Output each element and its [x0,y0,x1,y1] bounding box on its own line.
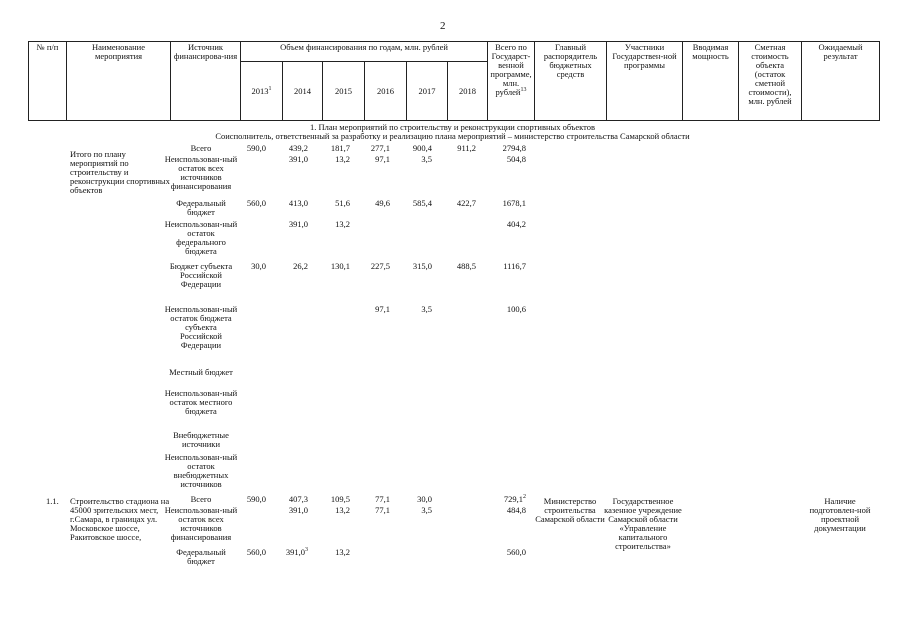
year-value-cell: 560,0 [246,198,266,208]
year-value-cell: 911,2 [457,143,476,153]
funding-source-label: Неиспользован-ный остаток всех источников финансирования [164,154,238,191]
page-number: 2 [440,20,446,32]
funding-source-label: Неиспользован-ный остаток внебюджетных источников [164,452,238,489]
funding-source-label: Бюджет субъекта Российской Федерации [169,261,233,289]
funding-source-label: Внебюджетные источники [173,430,229,449]
year-value-cell: 13,2 [335,154,350,164]
total-value-cell: 100,6 [506,304,526,314]
year-value-cell: 590,0 [246,494,266,504]
funding-source-label: Неиспользован-ный остаток всех источников финансирования [164,505,238,542]
header-year: 2013$^1$ [241,62,283,121]
year-value-cell: 109,5 [330,494,350,504]
year-value-cell: 3,5 [421,154,432,164]
item-number: 1.1. [46,496,59,506]
funding-source-label: Неиспользован-ный остаток местного бюджета [164,388,238,416]
item-result: Наличие подготовлен-ной проектной документации [809,496,871,533]
total-value-cell: 2794,8 [502,143,526,153]
header-result: Ожидаемый результат [802,42,880,121]
total-value-cell: 1116,7 [503,261,526,271]
funding-source-label: Федеральный бюджет [176,547,226,566]
header-year: 2014 [283,62,323,121]
item-name: Строительство стадиона на 45000 зрительских мест, г.Самара, в границах ул. Московское шоссе, Ракитовское шоссе, [70,496,170,542]
funding-source-label: Всего [190,143,212,153]
header-manager: Главный распорядитель бюджетных средств [535,42,607,121]
year-value-cell: 227,5 [370,261,390,271]
summary-label: Итого по плану мероприятий по строительству и реконструкции спортивных объектов [70,149,170,195]
year-value-cell: 181,7 [330,143,350,153]
total-value-cell: 1678,1 [502,198,526,208]
year-value-cell: 413,0 [288,198,308,208]
year-value-cell: 77,1 [375,494,390,504]
year-value-cell: 26,2 [293,261,308,271]
header-total: Всего по Государст-венной программе, млн. рублей$^{13}$ [488,42,535,121]
table-header [28,41,880,121]
year-value-cell: 3,5 [421,505,432,515]
year-value-cell: 900,4 [412,143,432,153]
total-value-cell: 560,0 [506,547,526,557]
item-participants: Государственное казенное учреждение Самарской области «Управление капитального строительства» [604,496,682,551]
year-value-cell: 391,0$^3$ [285,547,308,557]
total-value-cell: 729,1$^2$ [503,494,526,504]
header-source: Источник финансирова-ния [171,42,241,121]
year-value-cell: 97,1 [375,154,390,164]
year-value-cell: 30,0 [417,494,432,504]
funding-source-label: Федеральный бюджет [176,198,226,217]
year-value-cell: 97,1 [375,304,390,314]
year-value-cell: 439,2 [288,143,308,153]
year-value-cell: 13,2 [335,219,350,229]
header-year: 2015 [323,62,365,121]
total-value-cell: 404,2 [506,219,526,229]
section-subtitle: Соисполнитель, ответственный за разработку и реализацию плана мероприятий – министерство строительства Самарской области [215,131,690,141]
header-participants: Участники Государствен-ной программы [607,42,683,121]
funding-source-label: Неиспользован-ный остаток бюджета субъекта Российской Федерации [164,304,238,350]
year-value-cell: 585,4 [412,198,432,208]
year-value-cell: 77,1 [375,505,390,515]
total-value-cell: 504,8 [506,154,526,164]
header-year: 2017 [407,62,448,121]
year-value-cell: 13,2 [335,547,350,557]
item-manager: Министерство строительства Самарской области [535,496,605,524]
year-value-cell: 277,1 [370,143,390,153]
year-value-cell: 560,0 [246,547,266,557]
header-name: Наименование мероприятия [67,42,171,121]
year-value-cell: 13,2 [335,505,350,515]
funding-source-label: Местный бюджет [169,367,233,377]
year-value-cell: 49,6 [375,198,390,208]
section-title: 1. План мероприятий по строительству и реконструкции спортивных объектов [309,122,596,132]
year-value-cell: 391,0 [288,219,308,229]
year-value-cell: 407,3 [288,494,308,504]
header-year: 2018 [448,62,488,121]
header-num: № п/п [29,42,67,121]
funding-source-label: Неиспользован-ный остаток федерального бюджета [164,219,238,256]
header-volume: Объем финансирования по годам, млн. рублей [241,42,488,62]
year-value-cell: 315,0 [412,261,432,271]
header-estimate: Сметная стоимость объекта (остаток сметной стоимости), млн. рублей [739,42,802,121]
year-value-cell: 590,0 [246,143,266,153]
year-value-cell: 51,6 [335,198,350,208]
year-value-cell: 3,5 [421,304,432,314]
header-capacity: Вводимая мощность [683,42,739,121]
year-value-cell: 488,5 [456,261,476,271]
year-value-cell: 30,0 [251,261,266,271]
year-value-cell: 391,0 [288,505,308,515]
year-value-cell: 391,0 [288,154,308,164]
total-value-cell: 484,8 [506,505,526,515]
year-value-cell: 130,1 [330,261,350,271]
year-value-cell: 422,7 [456,198,476,208]
funding-source-label: Всего [190,494,212,504]
header-year: 2016 [365,62,407,121]
